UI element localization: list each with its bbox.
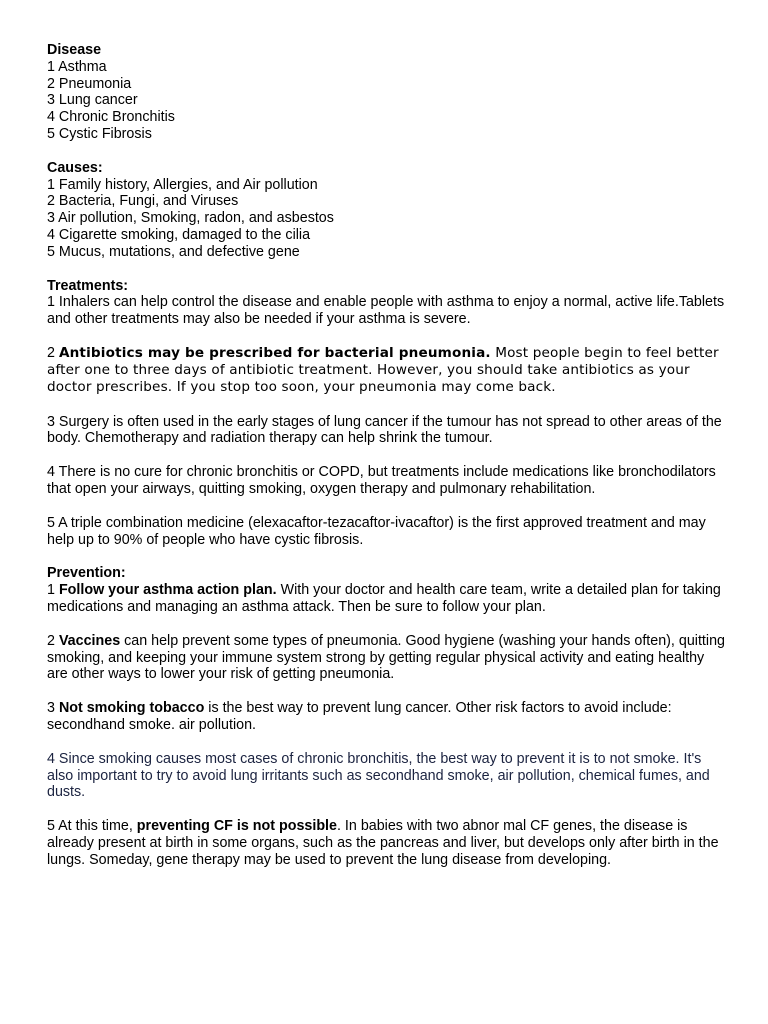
spacer	[47, 801, 727, 818]
disease-item: 2 Pneumonia	[47, 75, 132, 92]
spacer	[47, 397, 727, 414]
spacer	[47, 616, 727, 633]
prevention-5-intro: 5 At this time,	[47, 818, 137, 835]
disease-heading: Disease	[47, 42, 102, 58]
disease-item: 1 Asthma	[47, 58, 107, 75]
cause-item: 4 Cigarette smoking, damaged to the cilia	[47, 226, 311, 243]
prevention-3-number: 3	[47, 700, 59, 717]
treatments-heading: Treatments:	[47, 277, 129, 294]
spacer	[47, 143, 727, 160]
spacer	[47, 328, 727, 345]
cause-item: 1 Family history, Allergies, and Air pollution	[47, 176, 318, 193]
spacer	[47, 734, 727, 751]
treatment-2	[47, 345, 727, 397]
prevention-1-bold: Follow your asthma action plan.	[58, 582, 277, 599]
prevention-2	[47, 633, 727, 683]
prevention-2-number: 2	[47, 632, 59, 649]
treatment-5: 5 A triple combination medicine (elexacaftor-tezacaftor-ivacaftor) is the first approved treatment and may help up to 90% of people who have cystic fibrosis.	[47, 514, 706, 548]
disease-item: 3 Lung cancer	[47, 92, 138, 109]
treatment-2-rest: Most people begin to feel better after one to three days of antibiotic treatment. However, you should take antibiotics as your doctor prescribes. If you stop too soon, your pneumonia may come back.	[47, 344, 719, 396]
spacer	[47, 261, 727, 278]
prevention-2-rest: can help prevent some types of pneumonia. Good hygiene (washing your hands often), quitting smoking, and keeping your immune system strong by getting regular physical activity and eating healthy are other ways to lower your risk of getting pneumonia.	[47, 632, 725, 683]
prevention-5-bold: preventing CF is not possible	[136, 818, 337, 835]
cause-item: 5 Mucus, mutations, and defective gene	[47, 243, 300, 260]
disease-item: 4 Chronic Bronchitis	[47, 109, 175, 126]
prevention-3-bold: Not smoking tobacco	[58, 700, 205, 717]
prevention-1-number: 1	[47, 582, 59, 599]
prevention-3-rest: is the best way to prevent lung cancer. Other risk factors to avoid include: secondhand smoke. air pollution.	[47, 700, 672, 733]
spacer	[47, 548, 727, 565]
cause-item: 3 Air pollution, Smoking, radon, and asbestos	[47, 210, 334, 227]
spacer	[47, 683, 727, 700]
treatment-2-number: 2	[47, 344, 59, 361]
prevention-heading: Prevention:	[47, 565, 126, 582]
treatment-2-bold: Antibiotics may be prescribed for bacterial pneumonia.	[58, 344, 491, 361]
treatment-3: 3 Surgery is often used in the early stages of lung cancer if the tumour has not spread to other areas of the body. Chemotherapy and radiation therapy can help shrink the tumour.	[47, 413, 722, 447]
spacer	[47, 498, 727, 515]
prevention-1-rest: With your doctor and health care team, write a detailed plan for taking medications and managing an asthma attack. Then be sure to follow your plan.	[47, 582, 721, 615]
spacer	[47, 447, 727, 464]
prevention-1	[47, 582, 727, 616]
prevention-2-bold: Vaccines	[58, 632, 121, 649]
treatment-4: 4 There is no cure for chronic bronchitis or COPD, but treatments include medications like bronchodilators that open your airways, quitting smoking, oxygen therapy and pulmonary rehabilitation.	[47, 464, 716, 497]
disease-item: 5 Cystic Fibrosis	[47, 125, 152, 142]
document-page	[47, 42, 727, 869]
prevention-4: 4 Since smoking causes most cases of chronic bronchitis, the best way to prevent it is to not smoke. It's also important to try to avoid lung irritants such as secondhand smoke, air pollution, chemical fumes, and dusts.	[47, 750, 710, 801]
treatment-2-text	[47, 345, 719, 395]
prevention-3	[47, 700, 727, 734]
prevention-5-rest: . In babies with two abnor mal CF genes, the disease is already present at birth in some organs, such as the pancreas and liver, but develops only after birth in the lungs. Someday, gene therapy may be used to prevent the lung disease from developing.	[47, 818, 719, 868]
causes-heading: Causes:	[47, 159, 103, 176]
prevention-5	[47, 818, 727, 868]
cause-item: 2 Bacteria, Fungi, and Viruses	[47, 193, 239, 210]
treatment-1: 1 Inhalers can help control the disease and enable people with asthma to enjoy a normal, active life.Tablets and other treatments may also be needed if your asthma is severe.	[47, 294, 725, 328]
